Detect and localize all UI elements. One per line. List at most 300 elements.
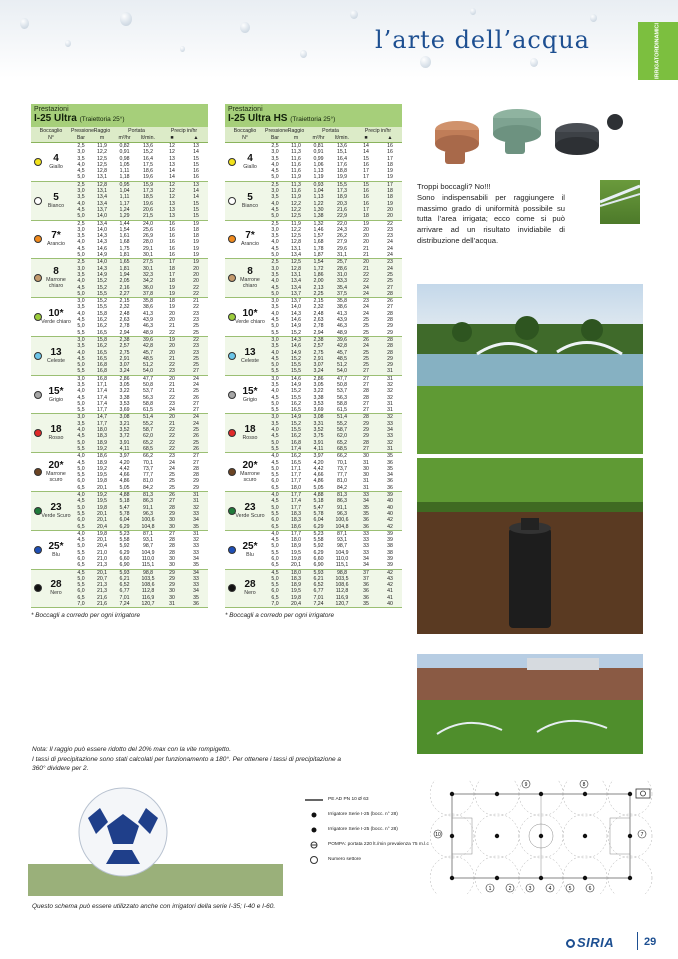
nozzle-color-name: Verde chiaro (41, 319, 71, 326)
table-cell: 15,9 (142, 181, 154, 188)
table-cell: 5,0 (271, 400, 279, 407)
nozzle-cell (31, 298, 71, 336)
nozzle-group (31, 453, 208, 492)
sprinkler-spray-photo (600, 180, 640, 224)
note-radius: Nota: Il raggio può essere ridotto del 20% max con la vite rompigetto. (32, 746, 232, 753)
table-cell: 4,5 (77, 206, 85, 213)
table-cell: 5,5 (77, 407, 85, 414)
table-cell: 70,1 (336, 459, 348, 466)
table-cell: 25 (363, 355, 369, 362)
nozzle-cell (31, 414, 71, 452)
table-cell: 11,3 (291, 181, 301, 188)
table-cell: 14,6 (290, 317, 302, 324)
table-cell: 12,5 (96, 155, 108, 162)
table-cell: 4,0 (77, 200, 85, 207)
table-cell: 13,4 (290, 278, 302, 285)
nozzle-color-name: Verde Scuro (41, 512, 71, 519)
table-cell: 39,6 (142, 336, 154, 343)
table-cell: 28 (169, 549, 175, 556)
nozzle-group (31, 298, 208, 337)
table-cell: 1,54 (313, 259, 324, 266)
table-cell: 24 (193, 414, 199, 421)
table-cell: 86,3 (142, 498, 154, 505)
table-cell: 53,7 (142, 388, 154, 395)
sprinkler-dot-icon (583, 876, 587, 880)
nozzle-color-name: Blu (246, 551, 254, 558)
nozzle-color-name: Giallo (243, 163, 257, 170)
table-cell: 5,0 (77, 362, 85, 369)
table-cell: 4,5 (271, 355, 279, 362)
table-cell: 18 (169, 278, 175, 285)
table-cell: 18 (387, 194, 393, 201)
table-row (265, 252, 402, 258)
table-cell: 55,2 (142, 420, 154, 427)
table-cell: 24,0 (142, 220, 154, 227)
table-cell: 20 (193, 271, 199, 278)
table-cell: 21 (363, 252, 369, 259)
nozzle-number: 25* (242, 540, 258, 552)
table-cell: 4,5 (271, 245, 279, 252)
table-cell: 31 (193, 530, 199, 537)
section-tab (638, 22, 678, 80)
nozzle-color-name: Arancio (47, 241, 65, 248)
table-cell: 28 (363, 388, 369, 395)
table-cell: 32 (387, 381, 393, 388)
table-cell: 21 (363, 265, 369, 272)
table-cell: 14,3 (96, 265, 108, 272)
table-cell: 23 (387, 226, 393, 233)
table-cell: 14,3 (96, 239, 108, 246)
table-cell: 3,5 (77, 304, 85, 311)
table-cell: 3,53 (313, 400, 324, 407)
table-cell: 23 (193, 349, 199, 356)
table-cell: 30 (363, 453, 369, 460)
table-cell: 100,6 (141, 517, 155, 524)
table-cell: 4,5 (77, 394, 85, 401)
table-cell: 4,0 (77, 310, 85, 317)
table-cell: 4,20 (313, 459, 324, 466)
table-cell: 81,0 (336, 478, 348, 485)
column-units (31, 135, 208, 144)
table-cell: 31 (387, 407, 393, 414)
penalty-area-left (452, 818, 472, 854)
table-cell: 17,1 (290, 465, 302, 472)
table-cell: 28 (387, 343, 393, 350)
table-cell: 28 (169, 537, 175, 544)
table-cell: 14 (193, 188, 199, 195)
table-cell: 26,2 (336, 233, 348, 240)
sector-number: 4 (548, 886, 552, 892)
table-cell: 36 (387, 459, 393, 466)
table-cell: 21,3 (96, 582, 108, 589)
table-cell: 12,2 (290, 200, 302, 207)
table-pre-label: Prestazioni (228, 106, 263, 113)
table-cell: 20 (169, 317, 175, 324)
table-cell: 3,0 (271, 265, 279, 272)
table-cell: 3,0 (77, 149, 85, 156)
table-cell: 16 (363, 188, 369, 195)
table-cell: 1,65 (119, 259, 130, 266)
table-cell: 58,8 (336, 400, 348, 407)
table-cell: 22 (363, 271, 369, 278)
table-cell: 23 (193, 310, 199, 317)
table-cell: 33 (193, 510, 199, 517)
nozzle-number: 15* (242, 385, 258, 397)
table-cell: 34 (193, 517, 199, 524)
table-cell: 18,9 (96, 439, 108, 446)
table-cell: 96,3 (336, 510, 348, 517)
table-cell: 16,2 (290, 453, 302, 460)
table-cell: 14 (363, 143, 369, 149)
sprinkler-dot-icon (628, 834, 632, 838)
table-cell: 28 (169, 504, 175, 511)
table-cell: 3,5 (271, 155, 279, 162)
nozzle-color-swatch (228, 352, 236, 360)
table-cell: 25,7 (336, 259, 348, 266)
table-cell: 2,00 (313, 278, 324, 285)
table-cell: 3,5 (271, 271, 279, 278)
table-cell: 4,5 (77, 284, 85, 291)
table-cell: 22 (169, 439, 175, 446)
table-cell: 21,6 (96, 601, 108, 608)
table-cell: 17,6 (336, 161, 348, 168)
table-cell: 5,05 (313, 484, 324, 491)
table-cell: 4,0 (271, 388, 279, 395)
table-cell: 26 (169, 492, 175, 499)
table-cell: 37 (363, 575, 369, 582)
nozzle-color-name: Celeste (241, 357, 259, 364)
table-cell: 22 (169, 362, 175, 369)
table-cell: 35,4 (336, 284, 348, 291)
table-cell: 21 (169, 420, 175, 427)
table-cell: 19,8 (96, 530, 108, 537)
nozzle-color-name: Marrone scuro (46, 471, 66, 484)
table-cell: 6,60 (313, 556, 324, 562)
col-radius: Raggio (287, 128, 305, 134)
table-cell: 20 (387, 213, 393, 220)
table-row (265, 368, 402, 374)
table-cell: 2,38 (119, 336, 130, 343)
table-cell: 19,2 (96, 465, 108, 472)
table-cell: 77,7 (336, 472, 348, 479)
table-cell: 110,0 (335, 556, 349, 562)
table-cell: 12,5 (290, 259, 302, 266)
table-cell: 21 (169, 323, 175, 330)
promo-text (417, 182, 565, 247)
nozzle-color-swatch (34, 352, 42, 360)
table-cell: 39 (387, 562, 393, 569)
table-cell: 2,16 (119, 284, 130, 291)
unit-flow-m3: m³/hr (312, 134, 325, 141)
table-cell: 18,9 (290, 543, 302, 550)
table-cell: 1,29 (119, 213, 130, 220)
table-cell: 30 (169, 523, 175, 530)
table-cell: 3,5 (77, 381, 85, 388)
table-row (71, 213, 208, 219)
table-cell: 0,95 (119, 181, 130, 188)
table-cell: 31,0 (336, 271, 348, 278)
table-cell: 43 (387, 575, 393, 582)
table-cell: 15 (363, 155, 369, 162)
table-cell: 40 (387, 498, 393, 505)
table-cell: 29,1 (142, 245, 154, 252)
table-cell: 30 (363, 465, 369, 472)
table-cell: 34 (387, 427, 393, 434)
table-cell: 116,9 (141, 594, 155, 601)
table-cell: 36 (363, 594, 369, 601)
table-cell: 30 (169, 556, 175, 562)
table-cell: 4,88 (313, 492, 324, 499)
table-cell: 1,17 (119, 200, 130, 207)
table-cell: 23 (193, 343, 199, 350)
table-header (31, 104, 208, 127)
table-cell: 5,5 (77, 549, 85, 556)
table-cell: 14,9 (290, 414, 302, 421)
nozzle-cell (225, 221, 265, 259)
table-cell: 34 (387, 472, 393, 479)
nozzle-group (31, 376, 208, 415)
table-cell: 15 (193, 155, 199, 162)
table-cell: 6,21 (313, 575, 324, 582)
table-cell: 68,5 (336, 445, 348, 452)
sprinkler-dot-icon (539, 876, 543, 880)
nozzle-cell (225, 182, 265, 220)
table-cell: 27 (363, 400, 369, 407)
col-flow: Portata (128, 128, 145, 134)
table-cell: 20,1 (96, 569, 108, 576)
table-cell: 7,01 (313, 594, 324, 601)
table-cell: 33 (193, 575, 199, 582)
table-cell: 6,29 (119, 549, 130, 556)
table-cell: 98,7 (336, 543, 348, 550)
table-cell: 4,5 (77, 459, 85, 466)
table-cell: 27 (387, 284, 393, 291)
table-cell: 31 (363, 459, 369, 466)
table-cell: 31 (387, 400, 393, 407)
table-cell: 29 (387, 323, 393, 330)
sprinkler-dot-icon (495, 876, 499, 880)
table-cell: 3,5 (271, 343, 279, 350)
table-cell: 13,1 (96, 174, 108, 181)
table-cell: 17 (363, 206, 369, 213)
sector-number: 1 (488, 886, 492, 892)
nozzle-number: 18 (244, 424, 256, 436)
table-cell: 2,15 (119, 298, 130, 305)
table-cell: 5,5 (77, 472, 85, 479)
nozzle-cell (225, 337, 265, 375)
table-cell: 5,47 (313, 504, 324, 511)
table-cell: 5,23 (119, 530, 130, 537)
table-cell: 16,5 (290, 407, 302, 414)
table-cell: 51,2 (142, 362, 154, 369)
table-cell: 3,69 (313, 407, 324, 414)
table-cell: 20,4 (96, 523, 108, 530)
table-cell: 15 (193, 200, 199, 207)
table-cell: 31,1 (336, 252, 348, 259)
table-cell: 16,5 (96, 355, 108, 362)
table-cell: 31 (363, 484, 369, 491)
nozzle-color-name: Rosso (242, 435, 258, 442)
table-cell: 70,1 (142, 459, 154, 466)
table-cell: 23 (363, 298, 369, 305)
table-cell: 0,91 (119, 149, 130, 156)
table-cell: 3,0 (271, 336, 279, 343)
table-cell: 13 (193, 181, 199, 188)
table-cell: 14,3 (290, 336, 302, 343)
table-cell: 12,8 (96, 168, 108, 175)
table-cell: 7,01 (119, 594, 130, 601)
table-cell: 25 (193, 439, 199, 446)
table-title (34, 113, 205, 124)
table-cell: 34 (193, 588, 199, 595)
table-cell: 47,7 (142, 375, 154, 382)
table-cell: 20 (363, 233, 369, 240)
table-cell: 7,24 (119, 601, 130, 608)
table-cell: 27 (193, 453, 199, 460)
table-cell: 1,22 (313, 200, 324, 207)
unit-nozzle: N° (242, 134, 248, 141)
unit-pressure: Bar (270, 134, 280, 141)
table-cell: 39 (387, 556, 393, 562)
table-cell: 34,2 (142, 278, 154, 285)
nozzle-color-swatch (34, 546, 42, 554)
table-cell: 66,2 (336, 453, 348, 460)
table-cell: 116,9 (335, 594, 349, 601)
table-cell: 2,94 (119, 329, 130, 336)
table-cell: 5,5 (271, 549, 279, 556)
table-cell: 73,7 (142, 465, 154, 472)
table-cell: 15,5 (290, 427, 302, 434)
nozzle-cell (31, 492, 71, 530)
brand-name: SIRIA (577, 935, 615, 950)
table-cell: 3,08 (313, 414, 324, 421)
table-row (265, 601, 402, 607)
table-cell: 24 (387, 252, 393, 259)
note-precip-cont: 360° dividere per 2. (32, 765, 89, 772)
sector-number: 6 (588, 886, 592, 892)
table-cell: 36 (363, 517, 369, 524)
table-cell: 20,3 (336, 200, 348, 207)
table-cell: 2,13 (313, 284, 324, 291)
table-cell: 4,5 (271, 317, 279, 324)
table-cell: 22 (387, 220, 393, 227)
table-cell: 3,52 (313, 427, 324, 434)
spray-illustration (600, 180, 640, 224)
table-cell: 35 (363, 601, 369, 608)
table-cell: 18 (363, 213, 369, 220)
table-footnote: * Boccagli a corredo per ogni irrigatore (31, 612, 141, 620)
table-cell: 3,75 (313, 433, 324, 440)
nozzle-group (225, 453, 402, 492)
nozzle-cell (225, 453, 265, 491)
table-cell: 19,2 (96, 445, 108, 452)
table-cell: 5,0 (271, 252, 279, 259)
table-cell: 15 (193, 213, 199, 220)
table-cell: 56,3 (336, 394, 348, 401)
table-cell: 18 (193, 233, 199, 240)
nozzle-group (225, 259, 402, 298)
table-cell: 2,27 (119, 290, 130, 297)
table-cell: 30,1 (142, 265, 154, 272)
table-cell: 2,32 (119, 304, 130, 311)
table-cell: 15,2 (96, 298, 108, 305)
nozzle-number: 8 (53, 266, 59, 278)
table-cell: 22 (193, 290, 199, 297)
page-number-separator (637, 932, 638, 950)
table-cell: 5,5 (271, 510, 279, 517)
page-number: 29 (644, 936, 657, 948)
table-cell: 12,8 (290, 239, 302, 246)
table-cell: 84,2 (142, 484, 154, 491)
table-cell: 19 (169, 290, 175, 297)
table-cell: 5,58 (313, 537, 324, 544)
logo-mark-icon (566, 939, 575, 948)
performance-table-i25-ultra-hs (225, 104, 402, 619)
table-cell: 4,11 (119, 445, 130, 452)
table-cell: 6,0 (271, 556, 279, 562)
col-radius: Raggio (93, 128, 111, 134)
table-cell: 4,5 (271, 168, 279, 175)
table-cell: 1,05 (119, 161, 130, 168)
table-cell: 55,2 (336, 420, 348, 427)
table-cell: 93,1 (336, 537, 348, 544)
table-cell: 29 (387, 329, 393, 336)
table-row (265, 524, 402, 530)
table-cell: 5,0 (77, 213, 85, 220)
nozzle-color-name: Blu (52, 551, 60, 558)
table-cell: 17,7 (290, 530, 302, 537)
table-cell: 16 (193, 168, 199, 175)
table-cell: 4,0 (271, 278, 279, 285)
table-cell: 4,5 (271, 537, 279, 544)
table-cell: 5,0 (77, 439, 85, 446)
table-cell: 112,8 (335, 588, 349, 595)
sprinkler-dot-icon (450, 834, 454, 838)
table-cell: 81,3 (142, 492, 154, 499)
nozzle-number: 7* (245, 230, 255, 242)
table-cell: 19 (193, 239, 199, 246)
table-cell: 77,7 (142, 472, 154, 479)
unit-flow-m3: m³/hr (118, 134, 131, 141)
table-cell: 33 (363, 537, 369, 544)
unit-precip-triangle: ▲ (193, 134, 199, 141)
table-cell: 5,5 (271, 329, 279, 336)
table-cell: 45,7 (336, 349, 348, 356)
table-cell: 16,4 (336, 155, 348, 162)
table-cell: 3,97 (313, 453, 324, 460)
legend-item (305, 822, 429, 837)
table-cell: 33,3 (336, 278, 348, 285)
table-cell: 16 (387, 149, 393, 156)
table-cell: 3,52 (119, 427, 130, 434)
table-cell: 14 (193, 149, 199, 156)
table-cell: 29 (363, 420, 369, 427)
table-cell: 25 (169, 478, 175, 485)
table-cell: 73,7 (336, 465, 348, 472)
table-cell: 2,5 (77, 259, 85, 266)
table-cell: 18,5 (142, 194, 154, 201)
table-cell: 17 (387, 155, 393, 162)
table-cell: 16,2 (96, 317, 108, 324)
table-cell: 5,5 (271, 582, 279, 589)
table-cell: 4,0 (77, 161, 85, 168)
table-cell: 1,75 (119, 245, 130, 252)
table-cell: 39 (387, 537, 393, 544)
table-row (265, 562, 402, 568)
table-cell: 93,1 (142, 537, 154, 544)
table-cell: 32 (193, 504, 199, 511)
table-cell: 25 (193, 427, 199, 434)
